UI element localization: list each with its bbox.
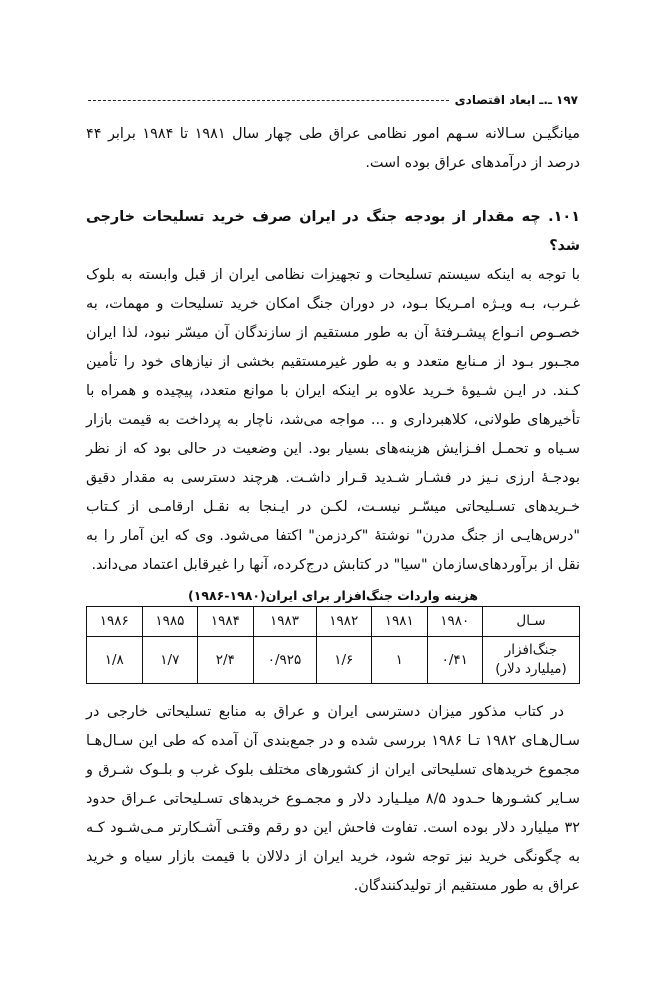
page-body [86,120,580,901]
running-header [88,90,578,110]
row-label-year: سـال [483,607,580,637]
year-cell: ۱۹۸۶ [87,607,143,637]
value-cell: ۱/۸ [87,637,143,684]
row-label-arms-line1: جنگ‌افزار [504,642,558,658]
closing-paragraph: در کتاب مذکور میزان دسترسی ایران و عراق به منابع تسلیحاتی خارجی در سـال‌هـای ۱۹۸۲ تـا ۱۹۸۶ بررسی شده و در جمع‌بندی آن آمده که طی این سـال‌هـا مجموع خریدهای تسلیحاتی ایران از کشورهای مختلف بلوک غرب و بلـوک شـرق و سـایر کشـورها حـدود ۸/۵ میلـیارد دلار و مجمـوع خریدهای تسـلیحاتی عـراق حدود ۳۲ میلیارد دلار بوده است. تفاوت فاحش این دو رقم وقتـی آشـکارتر مـی‌شـود کـه به چگونگی خرید نیز توجه شود، خرید ایران از دلالان با قیمت بازار سیاه و خرید عراق به طور مستقیم از تولیدکنندگان. [86,704,580,894]
header-rule [88,100,449,101]
answer-paragraph: با توجه به اینکه سیستم تسلیحات و تجهیزات نظامی ایران از قبل وابسته به بلوک غـرب، بـه ویـژه امـریکا بـود، در دوران جنگ امکان خرید تسلیحات و مهمات، به خصـوص انـواع پیشـرفتهٔ آن به طور مستقیم از سازندگان آن میسّر نبود، لذا ایران مجـبور بـود از مـنابع متعدد و به طور غیرمستقیم بخشی از نیازهای خود را تأمین کـند. در ایـن شـیوهٔ خـرید علاوه بر اینکه ایران با موانع متعدد، پیچیده و همراه با تأخیرهای طولانی، کلاهبرداری و ... مواجه می‌شد، ناچار به پرداخت به قیمت بازار سـیاه و تحمـل افـزایش هزینه‌های بسیار بود. این وضعیت در حالی بود که از نظر بودجـهٔ ارزی نـیز در فشـار شـدید قـرار داشـت. هرچند دسترسی به مقدار دقیق خـریدهای تسـلیحاتی میسّـر نیسـت، لکـن در ایـنجا به نقـل ارقامـی از کـتاب "درس‌هایـی از جنگ مدرن" نوشتهٔ "کردزمن" اکتفا می‌شود. وی که این آمار را به نقل از برآوردهای‌سازمان "سیا" در کتابش درج‌کرده، آنها را غیرقابل اعتماد می‌داند. [86,267,580,573]
table-row-values [87,637,580,684]
book-title: ابعاد اقتصادی [454,93,536,107]
year-cell: ۱۹۸۱ [372,607,428,637]
value-cell: ۱/۶ [316,637,372,684]
year-cell: ۱۹۸۳ [253,607,316,637]
value-cell: ۲/۴ [198,637,254,684]
value-cell: ۰/۴۱ [427,637,483,684]
year-cell: ۱۹۸۲ [316,607,372,637]
intro-paragraph: میانگیـن سـالانه سـهم امور نظامی عراق طی چهار سال ۱۹۸۱ تا ۱۹۸۴ برابر ۴۴ درصد از درآمدهای عراق بوده است. [86,126,581,171]
year-cell: ۱۹۸۰ [427,607,483,637]
page-number: ۱۹۷ [556,93,578,107]
header-separator: ـ.ـ [539,93,553,107]
table-caption: هزینه واردات جنگ‌افزار برای ایران(۱۹۸۰-۱۹۸۶) [188,588,478,603]
value-cell: ۰/۹۲۵ [253,637,316,684]
arms-import-table [86,606,580,684]
year-cell: ۱۹۸۵ [142,607,198,637]
row-label-arms [483,637,580,684]
year-cell: ۱۹۸۴ [198,607,254,637]
value-cell: ۱/۷ [142,637,198,684]
question-title: چه مقدار از بودجه جنگ در ایران صرف خرید تسلیحات خارجی شد؟ [86,209,580,254]
row-label-arms-unit: (میلیارد دلار) [495,661,567,677]
question-heading [86,203,580,261]
question-number: ۱۰۱. [548,209,580,225]
table-row-years [87,607,580,637]
value-cell: ۱ [372,637,428,684]
